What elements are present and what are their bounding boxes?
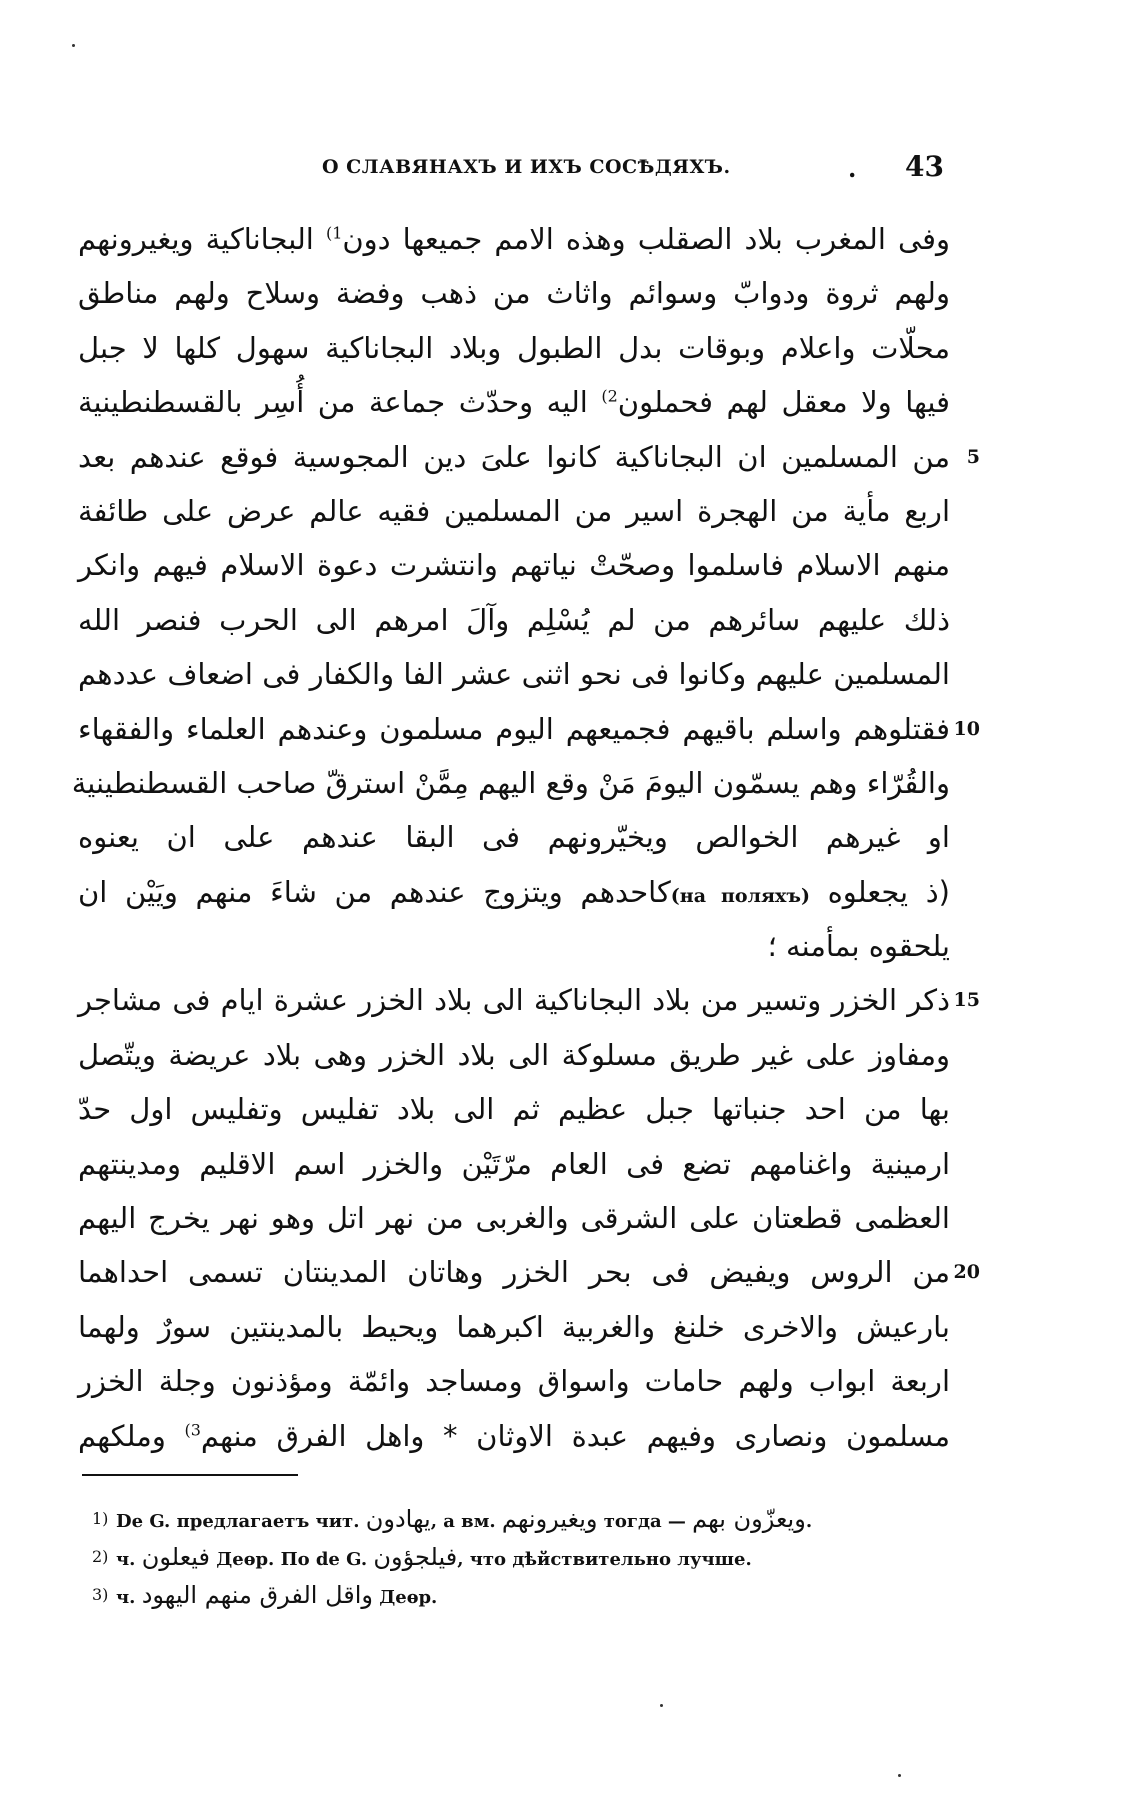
line-text: يلحقوه بمأمنه ؛ — [767, 929, 950, 964]
line-number: 10 — [953, 717, 980, 740]
text-line — [78, 484, 950, 538]
footnote-arabic: ويغيرونهم — [501, 1505, 598, 1533]
footnote-text: тогда — — [597, 1511, 693, 1532]
running-head — [0, 150, 1140, 190]
line-text: اربعة ابواب ولهم حامات واسواق ومساجد وائمّة ومؤذنون وجلة الخزر — [78, 1364, 950, 1399]
paper-speck — [660, 1704, 663, 1707]
text-line — [78, 321, 950, 375]
footnote-text: ч. — [116, 1549, 142, 1570]
line-text-continued: البجاناكية ويغيرونهم — [78, 222, 326, 256]
head-separator: . — [848, 154, 857, 183]
text-line — [78, 1409, 950, 1463]
line-text: العظمى قطعتان على الشرقى والغربى من نهر اتل وهو نهر يخرج اليهم — [78, 1201, 950, 1236]
line-text: فيها ولا معقل لهم فحملون — [617, 385, 951, 420]
text-line — [78, 973, 980, 1027]
running-title: О СЛАВЯНАХЪ И ИХЪ СОСѢДЯХЪ. — [322, 156, 731, 178]
footnote-arabic: يهادون — [365, 1505, 431, 1533]
line-text: ذلك عليهم سائرهم من لم يُسْلِم وآلَ امرهم الى الحرب فنصر الله — [78, 602, 950, 637]
line-number: 15 — [953, 989, 980, 1012]
paper-speck — [72, 44, 75, 47]
line-text: بارعيش والاخرى خلنغ والغربية اكبرهما ويحيط بالمدينتين سورٌ ولهما — [78, 1309, 950, 1344]
inline-russian-gloss: (на поляхъ) — [670, 884, 810, 907]
text-line — [71, 756, 950, 810]
line-text: من الروس ويفيض فى بحر الخزر وهاتان المدينتان تسمى احداهما — [78, 1255, 950, 1290]
arabic-text-block — [71, 212, 980, 1463]
text-line — [78, 1354, 950, 1408]
line-text: كاحدهم ويتزوج عندهم من شاءَ منهم ويَيْن ان — [78, 874, 671, 909]
line-text: بها من احد جنباتها جبل عظيم ثم الى بلاد تفليس وتفليس اول حدّ — [78, 1092, 950, 1127]
line-prefix: (ذ يجعلوه — [809, 874, 950, 909]
footnote-mark: 1) — [92, 1509, 109, 1528]
text-line — [78, 212, 950, 266]
footnote-text: , что дѣйствительно лучше. — [457, 1549, 752, 1570]
line-text-continued: وملكهم — [78, 1418, 185, 1453]
footnote — [92, 1538, 956, 1576]
footnote — [92, 1576, 956, 1614]
page-number: 43 — [905, 150, 944, 183]
line-text: ارمينية واغنامهم تضع فى العام مرّتَيْن والخزر اسم الاقليم ومدينتهم — [78, 1146, 950, 1181]
text-line — [78, 1028, 950, 1082]
line-text: فقتلوهم واسلم باقيهم فجميعهم اليوم مسلمون وعندهم العلماء والفقهاء — [78, 711, 950, 746]
footnote-text: . — [805, 1511, 813, 1532]
footnote-reference: 1) — [325, 223, 343, 243]
text-line — [78, 865, 950, 919]
text-line — [78, 430, 980, 484]
footnote-rule — [82, 1474, 298, 1476]
line-text: او غيرهم الخوالص ويخيّرونهم فى البقا عندهم على ان يعنوه — [78, 820, 950, 855]
footnote-text: Деѳр. По de G. — [209, 1549, 374, 1570]
line-number: 20 — [953, 1261, 980, 1284]
footnote-text: ч. — [116, 1587, 142, 1608]
text-line — [78, 1137, 950, 1191]
text-line — [78, 702, 980, 756]
line-text: مسلمون ونصارى وفيهم عبدة الاوثان * واهل الفرق منهم — [200, 1418, 950, 1453]
text-line — [78, 919, 950, 973]
footnote-arabic: فيلجؤون — [373, 1543, 458, 1571]
line-text: وفى المغرب بلاد الصقلب وهذه الامم جميعها دون — [342, 222, 950, 256]
footnote-text: , а вм. — [430, 1511, 502, 1532]
gloss-parens — [671, 875, 810, 909]
line-text: المسلمين عليهم وكانوا فى نحو اثنى عشر الفا والكفار فى اضعاف عددهم — [78, 657, 950, 692]
text-line — [78, 1082, 950, 1136]
text-line — [78, 1191, 950, 1245]
line-number: 5 — [966, 445, 980, 468]
text-line — [78, 593, 950, 647]
line-text: من المسلمين ان البجاناكية كانوا علىَ دين المجوسية فوقع عندهم بعد — [78, 439, 950, 474]
line-text: منهم الاسلام فاسلموا وصحّتْ نياتهم وانتشرت دعوة الاسلام فيهم وانكر — [78, 548, 950, 583]
footnote — [92, 1500, 956, 1538]
footnote-arabic: فيعلون — [141, 1543, 210, 1571]
text-line — [78, 647, 950, 701]
line-text: ذكر الخزر وتسير من بلاد البجاناكية الى بلاد الخزر عشرة ايام فى مشاجر — [78, 983, 950, 1018]
line-text: ولهم ثروة ودوابّ وسوائم واثاث من ذهب وفضة وسلاح ولهم مناطق — [78, 276, 950, 311]
text-line — [78, 810, 950, 864]
line-text-continued: اليه وحدّث جماعة من أُسِر بالقسطنطينية — [78, 385, 602, 420]
footnote-reference: 2) — [601, 386, 618, 406]
footnote-mark: 2) — [92, 1547, 109, 1566]
footnote-arabic: واقل الفرق منهم اليهود — [141, 1581, 373, 1609]
text-line — [78, 375, 950, 429]
footnote-text: Деѳр. — [373, 1587, 438, 1608]
line-text: والقُرّاء وهم يسمّون اليومَ مَنْ وقع اليهم مِمَّنْ استرقّ صاحب القسطنطينية — [71, 765, 950, 800]
footnotes — [92, 1500, 956, 1614]
text-line — [78, 266, 950, 320]
text-line — [78, 1245, 980, 1299]
line-text: محلّات واعلام وبوقات بدل الطبول وبلاد البجاناكية سهول كلها لا جبل — [78, 330, 950, 365]
footnote-arabic: ويعزّون بهم — [692, 1505, 806, 1533]
line-text: اربع مأية من الهجرة اسير من المسلمين فقيه عالم عرض على طائفة — [78, 493, 950, 528]
line-text: ومفاوز على غير طريق مسلوكة الى بلاد الخزر وهى بلاد عريضة ويتّصل — [78, 1037, 950, 1072]
footnote-mark: 3) — [92, 1585, 109, 1604]
text-line — [78, 1300, 950, 1354]
footnote-reference: 3) — [184, 1419, 201, 1439]
paper-speck — [898, 1774, 901, 1777]
text-line — [78, 538, 950, 592]
footnote-text: De G. предлагаетъ чит. — [116, 1511, 366, 1532]
